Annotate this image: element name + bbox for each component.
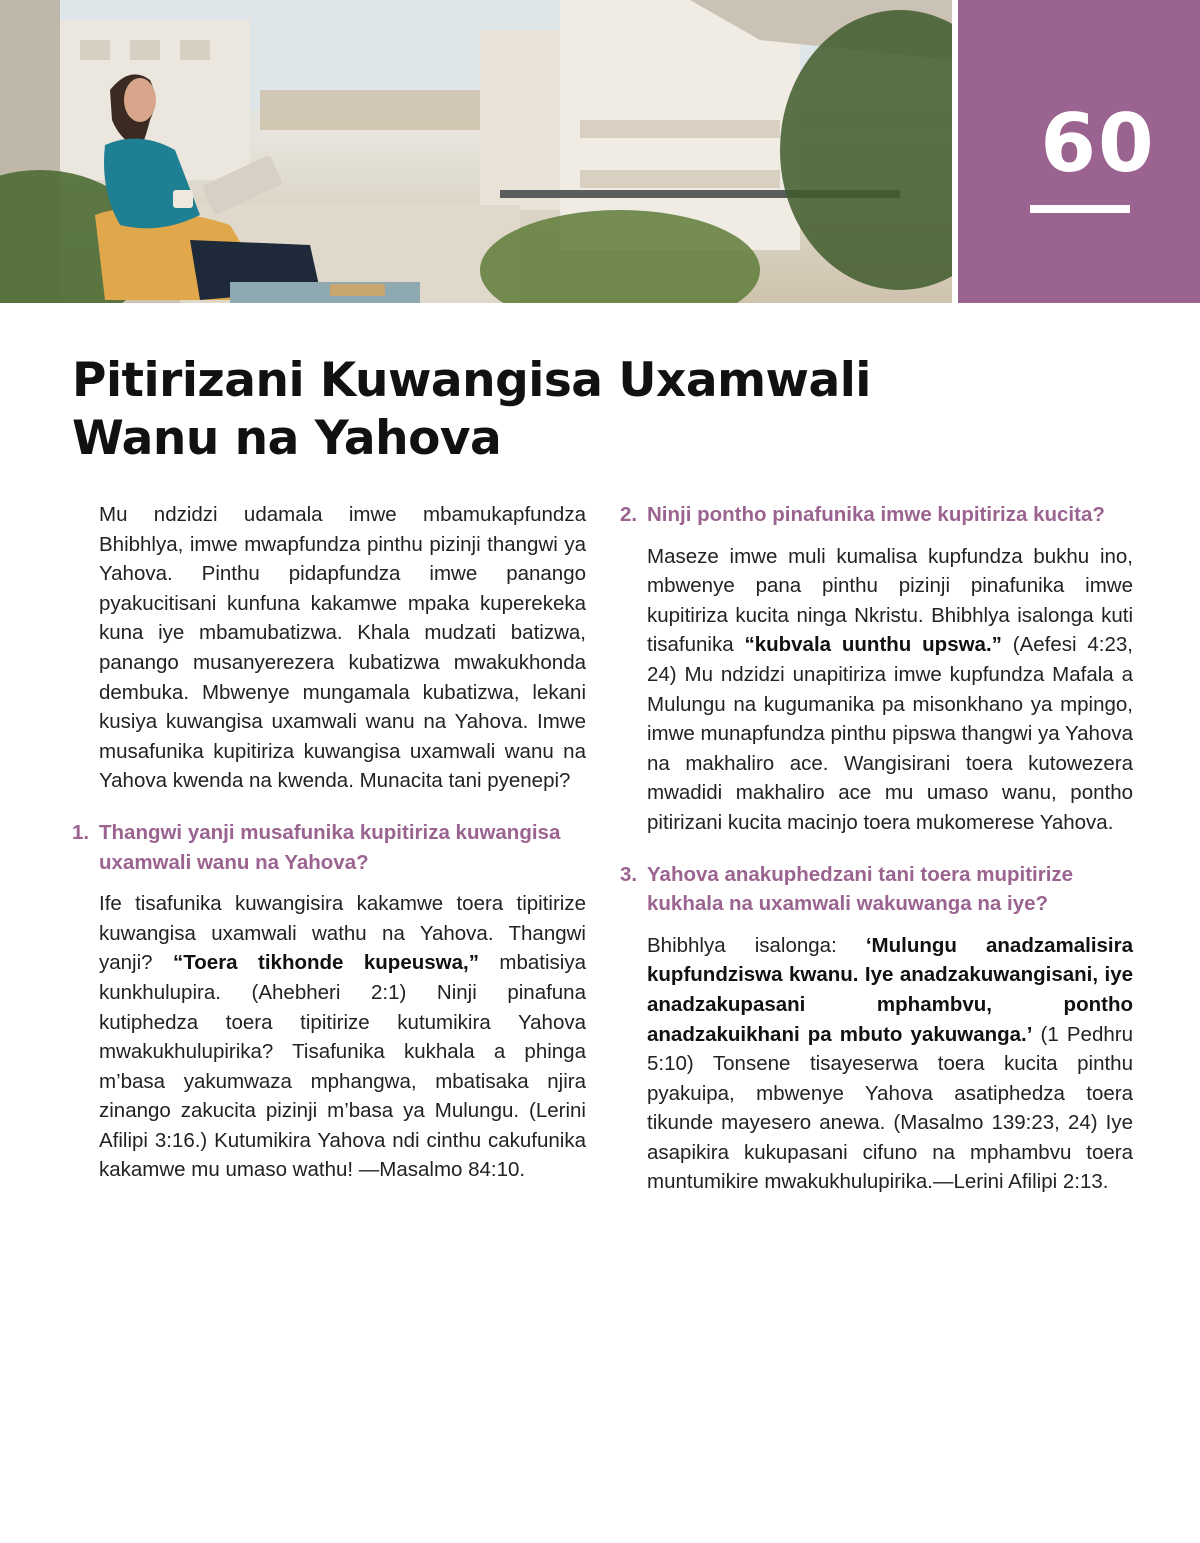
title-line-2: Wanu na Yahova (72, 411, 502, 466)
page-title (72, 352, 912, 468)
lesson-number: 60 (1040, 97, 1156, 190)
question-1 (72, 818, 586, 877)
balcony-city-illustration (0, 0, 952, 303)
question-text: Ninji pontho pinafunika imwe kupitiriza kucita? (647, 503, 1105, 526)
title-line-1: Pitirizani Kuwangisa Uxamwali (72, 353, 871, 408)
hero-photo (0, 0, 952, 303)
answer-text: Bhibhlya isalonga: (647, 933, 866, 957)
answer-emphasis: ‘Mulungu anadzamalisira kupfundziswa kwanu. Iye anadzakuwangisani, iye anadzakupasani mphambvu, pontho anadzakuikhani pa mbuto yakuwanga.’ (647, 933, 1133, 1046)
answer-text: (1 Pedhru 5:10) Tonsene tisayeserwa toera kucita pinthu pyakuipa, mbwenye Yahova asatiphedza toera tikunde mayesero anewa. (Masalmo 139:23, 24) Iye asapikira kukupasani cifuno na mphambvu toera muntumikire mwakukhulupirika.—Lerini Afilipi 2:13. (647, 1022, 1133, 1194)
intro-paragraph: Mu ndzidzi udamala imwe mbamukapfundza Bhibhlya, imwe mwapfundza pinthu pizinji thangwi ya Yahova. Pinthu pidapfundza imwe panango pyakucitisani kunfuna kakamwe mpaka kuperekeka kuna iye mbamubatizwa. Khala mudzati batizwa, panango musanyerezera kubatizwa mwakukhonda dembuka. Mbwenye mungamala kubatizwa, lekani kusiya kuwangisa uxamwali wanu na Yahova. Imwe musafunika kupitiriza kuwangisa uxamwali wanu na Yahova kwenda na kwenda. Munacita tani pyenepi? (99, 503, 586, 793)
answer-emphasis: “Toera tikhonde kupeuswa,” (173, 951, 479, 975)
question-number: 1. (72, 820, 90, 844)
answer-text: (Aefesi 4:23, 24) Mu ndzidzi unapitiriza imwe kupfundza Mafala a Mulungu na kugumanika pa misonkhano ya mpingo, imwe munapfundza pinthu pipswa thangwi ya Yahova na makhaliro ace. Wangisirani toera kutowezera mwadidi makhaliro ace mu umaso wanu, pontho pitirizani kucita macinjo toera mukomerese Yahova. (647, 633, 1133, 834)
left-column (72, 500, 586, 1185)
answer-text: Maseze imwe muli kumalisa kupfundza bukhu ino, mbwenye pana pinthu pizinji pinafunika imwe kupitiriza kucita ninga Nkristu. Bhibhlya isalonga kuti tisafunika (647, 544, 1133, 657)
answer-2 (620, 542, 1133, 838)
right-column (620, 500, 1133, 1197)
question-number: 2. (620, 503, 638, 526)
question-text: Thangwi yanji musafunika kupitiriza kuwangisa uxamwali wanu na Yahova? (99, 820, 561, 874)
question-text: Yahova anakuphedzani tani toera mupitirize kukhala na uxamwali wakuwanga na iye? (647, 862, 1074, 916)
answer-emphasis: “kubvala uunthu upswa.” (744, 633, 1002, 657)
question-2 (620, 500, 1133, 530)
answer-text: Ife tisafunika kuwangisira kakamwe toera tipitirize kuwangisa uxamwali wathu na Yahova. Thangwi yanji? (99, 892, 586, 975)
question-3 (620, 860, 1133, 919)
answer-3 (620, 931, 1133, 1197)
answer-1 (72, 889, 586, 1185)
lesson-number-badge (958, 0, 1200, 303)
lesson-number-underline (1030, 205, 1130, 213)
question-number: 3. (620, 862, 638, 886)
answer-text: mbatisiya kunkhulupira. (Ahebheri 2:1) Ninji pinafuna kutiphedza toera tipitirize kutumikira Yahova mwakukhulupirika? Tisafunika kukhala a phinga m’basa yakumwaza mphangwa, mbatisaka njira zinango zakucita pizinji m’basa ya Mulungu. (Lerini Afilipi 3:16.) Kutumikira Yahova ndi cinthu cakufunika kakamwe mu umaso wathu! —Masalmo 84:10. (99, 951, 586, 1182)
